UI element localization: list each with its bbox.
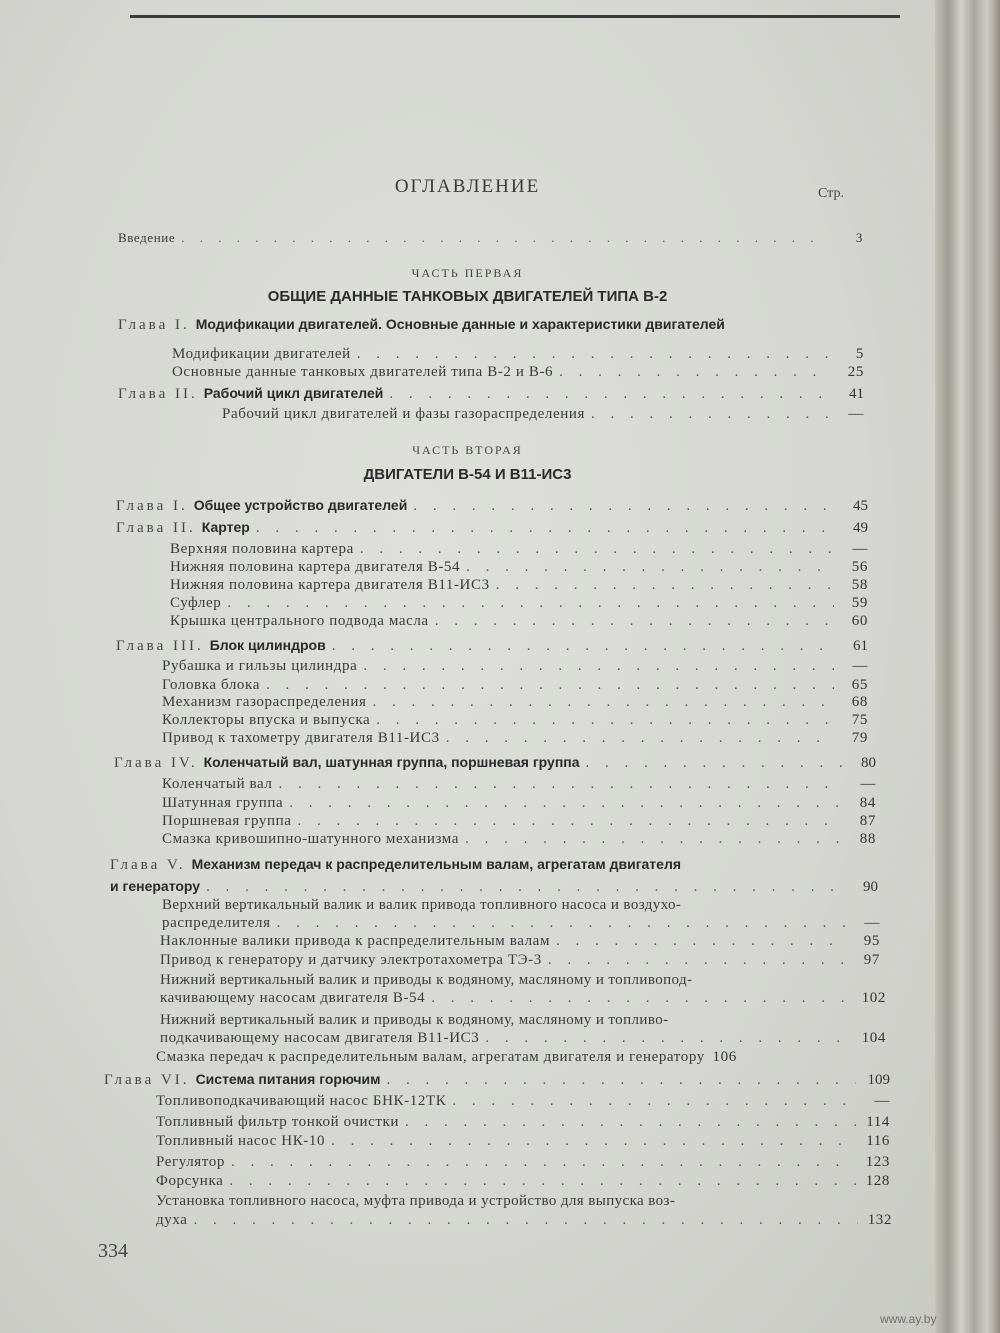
chapter-label: Глава II. [116,520,196,536]
entry-text: Рубашка и гильзы цилиндра [162,658,358,674]
toc-entry[interactable] [222,406,864,423]
entry-page: 41 [849,386,864,402]
entry-page: 75 [851,712,868,728]
toc-entry-line1[interactable]: Нижний вертикальный валик и приводы к водяному, масляному и топливо- [160,1012,669,1028]
toc-chapter-p2-4[interactable] [114,754,876,772]
entry-page: 114 [866,1114,890,1130]
entry-page: 95 [863,933,880,949]
entry-text: Смазка передач к распределительным валам, агрегатам двигателя и генератору [156,1049,705,1065]
toc-entry[interactable] [156,1114,890,1131]
dot-leader [373,694,834,711]
toc-entry[interactable] [172,364,864,381]
dot-leader [298,813,842,830]
dot-leader [279,776,842,793]
chapter-label: Глава V. [110,857,186,873]
chapter-title: Картер [201,519,250,535]
toc-entry[interactable] [156,1212,892,1229]
chapter-title: Общее устройство двигателей [193,497,408,513]
toc-chapter-p2-2[interactable] [116,519,868,537]
toc-entry[interactable] [170,541,868,558]
toc-chapter-p2-5-cont[interactable] [110,878,878,896]
toc-entry[interactable] [162,776,876,793]
entry-page: 59 [851,595,868,611]
entry-text: Головка блока [162,677,260,693]
entry-page: 116 [866,1133,890,1149]
toc-chapter-p2-3[interactable] [116,637,868,655]
toc-entry[interactable] [162,694,868,711]
entry-text: Форсунка [156,1173,224,1189]
dot-leader [386,1072,856,1089]
part2-label: ЧАСТЬ ВТОРАЯ [412,443,523,457]
toc-entry[interactable] [170,559,868,576]
toc-entry[interactable] [162,915,880,932]
entry-page: 5 [855,346,864,362]
entry-page: — [860,776,876,792]
entry-page: 61 [853,638,868,654]
toc-entry[interactable] [162,677,868,694]
entry-page: 87 [859,813,876,829]
dot-leader [556,933,846,950]
dot-leader [376,712,834,729]
toc-entry[interactable] [162,831,876,848]
entry-page: 80 [861,755,876,771]
chapter-title: Рабочий цикл двигателей [203,385,384,401]
toc-entry[interactable] [170,613,868,630]
toc-entry[interactable] [156,1049,886,1066]
entry-text: Привод к генератору и датчику электротахометра ТЭ-3 [160,952,542,968]
dot-leader [452,1093,856,1110]
entry-page: 58 [851,577,868,593]
dot-leader [332,638,834,655]
dot-leader [331,1133,856,1150]
toc-entry[interactable] [160,933,880,950]
entry-text: духа [156,1212,188,1228]
top-rule [130,15,900,18]
chapter-label: Глава II. [118,386,198,402]
toc-entry[interactable] [162,658,868,675]
chapter-title: Механизм передач к распределительным валам, агрегатам двигателя [191,856,682,872]
dot-leader [194,1212,859,1229]
entry-page: — [874,1093,890,1109]
dot-leader [289,795,842,812]
chapter-title-cont: и генератору [110,878,201,894]
part1-label: ЧАСТЬ ПЕРВАЯ [411,266,524,280]
entry-page: 106 [712,1049,737,1065]
chapter-label: Глава VI. [104,1072,190,1088]
entry-page: 79 [851,730,868,746]
dot-leader [357,346,830,363]
entry-page: 90 [863,879,878,895]
page-number: 334 [98,1240,128,1262]
entry-page: 60 [851,613,868,629]
entry-page: — [852,658,868,674]
entry-text: Крышка центрального подвода масла [170,613,429,629]
toc-entry-line1[interactable]: Установка топливного насоса, муфта привода и устройство для выпуска воз- [156,1193,676,1209]
dot-leader [363,658,834,675]
entry-text: Верхняя половина картера [170,541,354,557]
dot-leader [548,952,846,969]
toc-entry[interactable] [162,813,876,830]
entry-page: 68 [851,694,868,710]
entry-text: Суфлер [170,595,222,611]
chapter-title: Модификации двигателей. Основные данные и характеристики двигателей [195,316,725,332]
dot-leader [277,915,846,932]
dot-leader [485,1030,852,1047]
page-edge [935,0,1000,1333]
entry-text: Наклонные валики привода к распределительным валам [160,933,551,949]
toc-entry-line1[interactable]: Нижний вертикальный валик и приводы к водяному, масляному и топливопод- [160,972,693,988]
entry-page: 97 [863,952,880,968]
toc-title: ОГЛАВЛЕНИЕ [394,176,541,197]
toc-entry[interactable] [172,346,864,363]
dot-leader [435,613,834,630]
toc-entry[interactable] [156,1154,890,1171]
dot-leader [360,541,834,558]
toc-entry[interactable] [170,577,868,594]
dot-leader [586,755,842,772]
page-column-label: Стр. [818,186,844,201]
entry-text: распределителя [162,915,271,931]
entry-text: качивающему насосам двигателя В-54 [160,990,426,1006]
toc-entry[interactable] [162,795,876,812]
dot-leader [446,730,834,747]
entry-text: Основные данные танковых двигателей типа В-2 и В-6 [172,364,554,380]
toc-entry-line1[interactable]: Верхний вертикальный валик и валик привода топливного насоса и воздухо- [162,897,682,913]
toc-entry[interactable] [156,1133,890,1150]
entry-page: 123 [865,1154,890,1170]
dot-leader [389,386,830,403]
dot-leader [181,230,829,246]
toc-chapter-p2-6[interactable] [104,1071,890,1089]
dot-leader [229,1173,856,1190]
dot-leader [227,595,834,612]
entry-page: — [852,541,868,557]
chapter-label: Глава III. [116,638,204,654]
part1-title: ОБЩИЕ ДАННЫЕ ТАНКОВЫХ ДВИГАТЕЛЕЙ ТИПА В-2 [267,288,668,305]
entry-page: 104 [861,1030,886,1046]
dot-leader [559,364,830,381]
entry-page: 45 [853,498,868,514]
entry-text: Топливный насос НК-10 [156,1133,326,1149]
entry-page: 49 [853,520,868,536]
toc-entry[interactable] [156,1093,890,1110]
entry-text: Привод к тахометру двигателя В11-ИС3 [162,730,440,746]
dot-leader [466,559,834,576]
entry-page: 84 [859,795,876,811]
chapter-title: Коленчатый вал, шатунная группа, поршневая группа [203,754,580,770]
dot-leader [256,520,834,537]
toc-entry[interactable] [170,595,868,612]
entry-text: Механизм газораспределения [162,694,367,710]
toc-chapter-p1-1[interactable] [118,316,878,334]
dot-leader [405,1114,856,1131]
entry-text: Регулятор [156,1154,225,1170]
dot-leader [266,677,834,694]
dot-leader [431,990,852,1007]
entry-page: 65 [851,677,868,693]
entry-text: Введение [118,230,176,245]
entry-text: подкачивающему насосам двигателя В11-ИС3 [160,1030,480,1046]
entry-page: 25 [847,364,864,380]
toc-entry[interactable] [160,990,886,1007]
dot-leader [413,498,834,515]
entry-page: 88 [859,831,876,847]
toc-chapter-p2-1[interactable] [116,497,868,515]
dot-leader [496,577,834,594]
entry-page: — [864,915,880,931]
entry-text: Коллекторы впуска и выпуска [162,712,371,728]
dot-leader [591,406,830,423]
entry-page: 56 [851,559,868,575]
entry-text: Нижняя половина картера двигателя В11-ИС3 [170,577,490,593]
dot-leader [465,831,842,848]
entry-page: — [848,406,864,422]
toc-entry[interactable] [156,1173,890,1190]
toc-chapter-p1-2[interactable] [118,385,864,403]
entry-text: Топливный фильтр тонкой очистки [156,1114,400,1130]
entry-text: Смазка кривошипно-шатунного механизма [162,831,460,847]
toc-entry[interactable] [160,952,880,969]
dot-leader [231,1154,856,1171]
entry-page: 132 [867,1212,892,1228]
entry-text: Поршневая группа [162,813,292,829]
toc-chapter-p2-5[interactable] [110,856,870,874]
entry-text: Нижняя половина картера двигателя В-54 [170,559,461,575]
entry-text: Рабочий цикл двигателей и фазы газораспределения [222,406,586,422]
part2-title: ДВИГАТЕЛИ В-54 И В11-ИС3 [363,466,572,483]
chapter-title: Система питания горючим [195,1071,381,1087]
watermark: www.ay.by [880,1312,937,1326]
entry-page: 102 [861,990,886,1006]
toc-entry-intro[interactable] [118,230,863,246]
entry-text: Шатунная группа [162,795,284,811]
dot-leader [206,879,844,896]
entry-page: 109 [867,1072,890,1088]
entry-text: Модификации двигателей [172,346,351,362]
chapter-label: Глава I. [116,498,188,514]
entry-text: Топливоподкачивающий насос БНК-12ТК [156,1093,447,1109]
chapter-title: Блок цилиндров [209,637,326,653]
toc-entry[interactable] [160,1030,886,1047]
chapter-label: Глава I. [118,317,190,333]
entry-text: Коленчатый вал [162,776,273,792]
toc-entry[interactable] [162,730,868,747]
toc-entry[interactable] [162,712,868,729]
chapter-label: Глава IV. [114,755,198,771]
entry-page: 128 [865,1173,890,1189]
entry-page: 3 [855,230,863,245]
